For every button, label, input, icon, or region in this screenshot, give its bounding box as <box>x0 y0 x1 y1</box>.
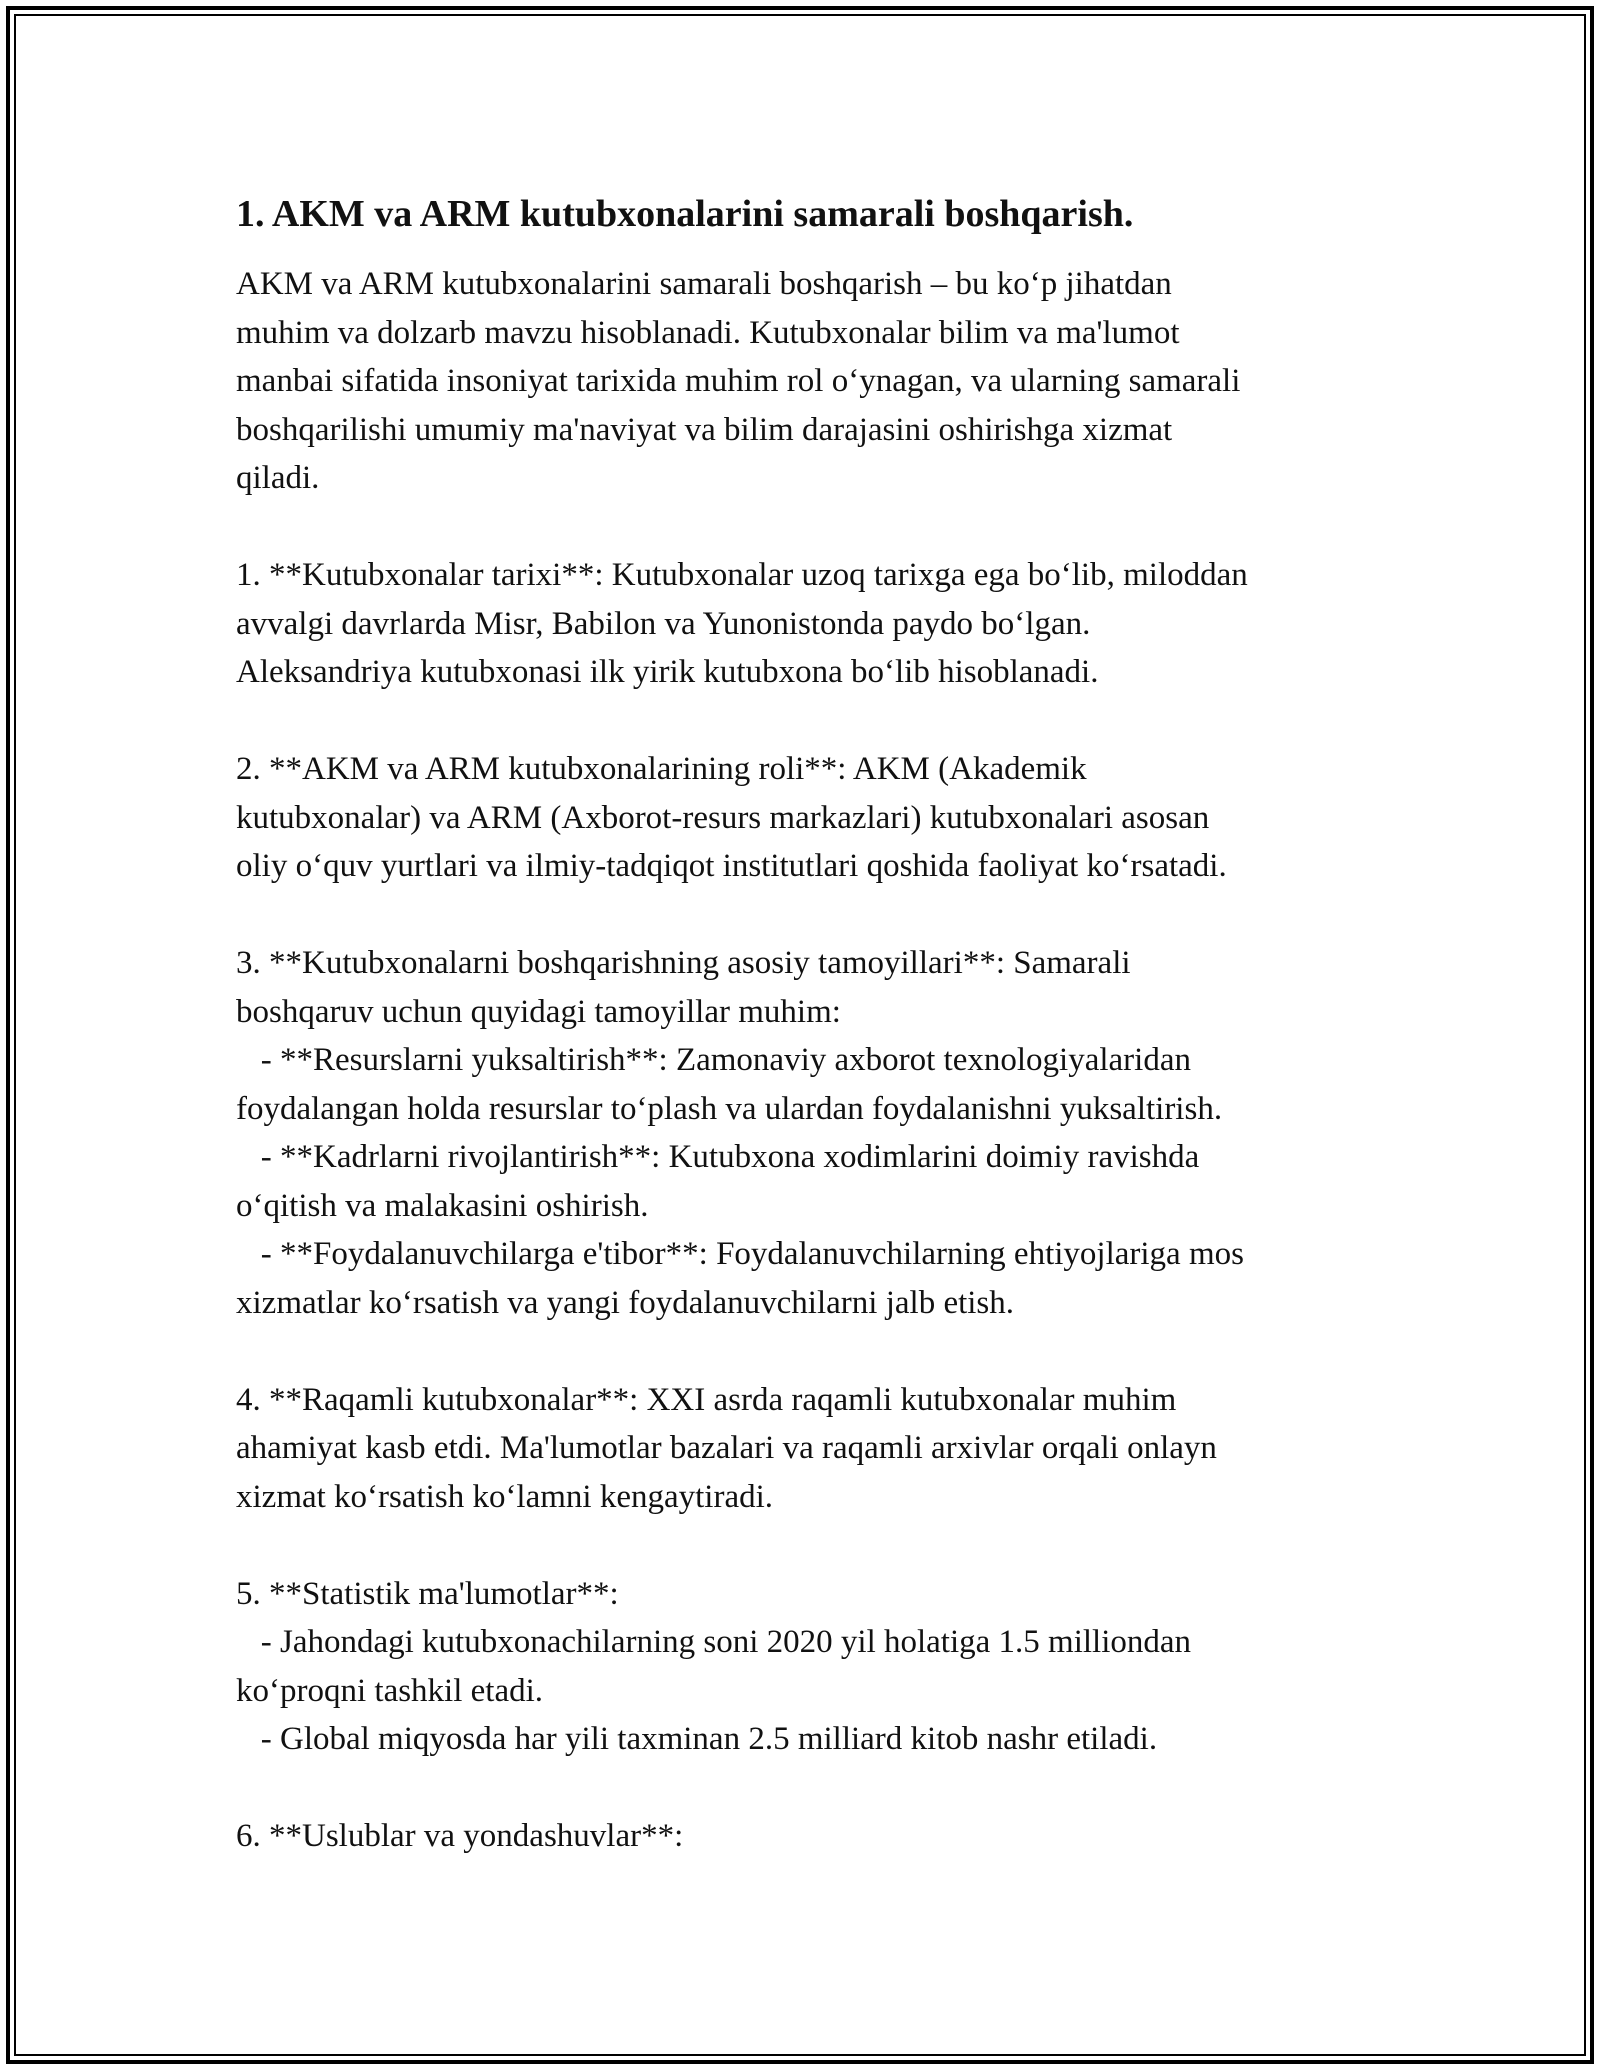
section-role <box>236 745 1376 891</box>
text-line: xizmatlar ko‘rsatish va yangi foydalanuvchilarni jalb etish. <box>236 1284 1015 1321</box>
text-line: - Jahondagi kutubxonachilarning soni 2020 yil holatiga 1.5 milliondan <box>236 1624 1192 1660</box>
paragraph-gap <box>236 503 1376 552</box>
text-line: ko‘proqni tashkil etadi. <box>236 1672 544 1709</box>
section-methods <box>236 1812 1376 1861</box>
text-line: muhim va dolzarb mavzu hisoblanadi. Kutubxonalar bilim va ma'lumot <box>236 314 1180 351</box>
document-body <box>236 190 1376 1861</box>
text-line: - **Resurslarni yuksaltirish**: Zamonaviy axborot texnologiyalaridan <box>236 1042 1191 1078</box>
text-line: manbai sifatida insoniyat tarixida muhim rol o‘ynagan, va ularning samarali <box>236 363 1241 399</box>
text-line: 3. **Kutubxonalarni boshqarishning asosiy tamoyillari**: Samarali <box>236 945 1131 981</box>
section-digital <box>236 1376 1376 1522</box>
text-line: qiladi. <box>236 460 320 496</box>
text-line: - Global miqyosda har yili taxminan 2.5 milliard kitob nashr etiladi. <box>236 1721 1158 1757</box>
text-line: Aleksandriya kutubxonasi ilk yirik kutubxona bo‘lib hisoblanadi. <box>236 654 1099 690</box>
text-line: xizmat ko‘rsatish ko‘lamni kengaytiradi. <box>236 1478 774 1515</box>
text-line: 4. **Raqamli kutubxonalar**: XXI asrda raqamli kutubxonalar muhim <box>236 1381 1177 1418</box>
document-heading: 1. AKM va ARM kutubxonalarini samarali boshqarish. <box>236 193 1134 235</box>
section-statistics <box>236 1570 1376 1764</box>
text-line: - **Kadrlarni rivojlantirish**: Kutubxona xodimlarini doimiy ravishda <box>236 1139 1200 1175</box>
text-line: avvalgi davrlarda Misr, Babilon va Yunonistonda paydo bo‘lgan. <box>236 605 1091 642</box>
paragraph-gap <box>236 1764 1376 1813</box>
text-line: 2. **AKM va ARM kutubxonalarining roli**: AKM (Akademik <box>236 751 1087 787</box>
section-history <box>236 551 1376 697</box>
section-principles <box>236 939 1376 1327</box>
text-line: boshqaruv uchun quyidagi tamoyillar muhim: <box>236 993 841 1030</box>
text-line: ahamiyat kasb etdi. Ma'lumotlar bazalari va raqamli arxivlar orqali onlayn <box>236 1430 1217 1466</box>
text-line: 6. **Uslublar va yondashuvlar**: <box>236 1818 684 1854</box>
text-line: kutubxonalar) va ARM (Axborot-resurs markazlari) kutubxonalari asosan <box>236 799 1210 836</box>
text-line: foydalangan holda resurslar to‘plash va ulardan foydalanishni yuksaltirish. <box>236 1090 1223 1127</box>
paragraph-gap <box>236 697 1376 746</box>
text-line: 5. **Statistik ma'lumotlar**: <box>236 1575 619 1612</box>
text-line: oliy o‘quv yurtlari va ilmiy-tadqiqot institutlari qoshida faoliyat ko‘rsatadi. <box>236 848 1227 884</box>
text-line: boshqarilishi umumiy ma'naviyat va bilim darajasini oshirishga xizmat <box>236 411 1173 448</box>
paragraph-gap <box>236 1521 1376 1570</box>
text-line: - **Foydalanuvchilarga e'tibor**: Foydalanuvchilarning ehtiyojlariga mos <box>236 1236 1244 1272</box>
text-line: o‘qitish va malakasini oshirish. <box>236 1187 649 1224</box>
intro-paragraph <box>236 260 1376 503</box>
paragraph-gap <box>236 1327 1376 1376</box>
paragraph-gap <box>236 891 1376 940</box>
text-line: AKM va ARM kutubxonalarini samarali boshqarish – bu ko‘p jihatdan <box>236 266 1172 302</box>
text-line: 1. **Kutubxonalar tarixi**: Kutubxonalar uzoq tarixga ega bo‘lib, miloddan <box>236 557 1248 593</box>
